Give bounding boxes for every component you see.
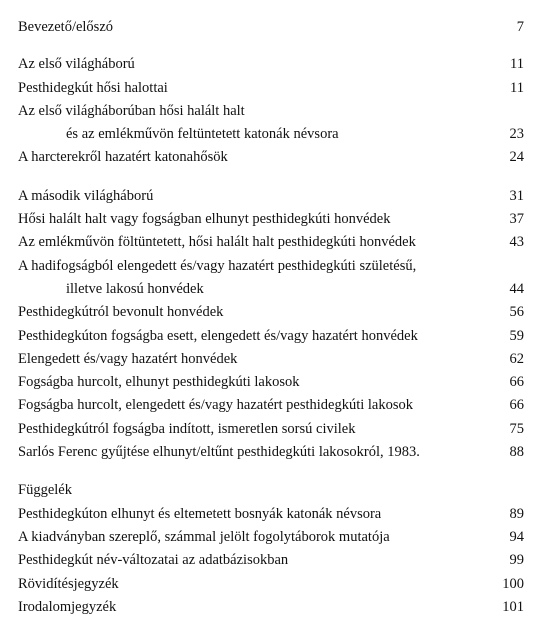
toc-entry-title: Pesthidegkút hősi halottai <box>18 79 168 96</box>
toc-entry <box>18 371 524 394</box>
toc-entry <box>18 185 524 208</box>
toc-entry-title: A kiadványban szereplő, számmal jelölt fogolytáborok mutatója <box>18 528 390 545</box>
toc-entry-preface <box>18 16 524 39</box>
toc-entry-title: Sarlós Ferenc gyűjtése elhunyt/eltűnt pesthidegkúti lakosokról, 1983. <box>18 444 420 461</box>
toc-entry <box>18 231 524 254</box>
toc-entry-page: 56 <box>509 304 524 321</box>
toc-entry-page: 100 <box>502 575 524 592</box>
toc-entry <box>18 479 524 502</box>
toc-entry-title: A harcterekről hazatért katonahősök <box>18 149 228 166</box>
toc-entry-title: Pesthidegkúton fogságba esett, elengedett és/vagy hazatért honvédek <box>18 327 418 344</box>
toc-entry-title: Fogságba hurcolt, elhunyt pesthidegkúti lakosok <box>18 374 300 391</box>
toc-entry-page: 66 <box>509 397 524 414</box>
toc-entry-title: Az első világháborúban hősi halált halt <box>18 102 245 119</box>
toc-entry-page: 37 <box>509 211 524 228</box>
toc-entry-page: 43 <box>509 234 524 251</box>
toc-entry-page: 11 <box>510 56 524 73</box>
toc-entry <box>18 348 524 371</box>
toc-entry-page: 23 <box>509 126 524 143</box>
toc-entry <box>18 325 524 348</box>
section-gap <box>18 39 524 53</box>
toc-entry-page: 94 <box>509 528 524 545</box>
toc-entry-page: 88 <box>509 444 524 461</box>
toc-entry <box>18 526 524 549</box>
section-gap <box>18 464 524 479</box>
toc-entry <box>18 278 524 301</box>
toc-entry-title: Az emlékművön föltüntetett, hősi halált halt pesthidegkúti honvédek <box>18 234 416 251</box>
toc-entry-title: Elengedett és/vagy hazatért honvédek <box>18 350 238 367</box>
toc-entry-page: 75 <box>509 420 524 437</box>
toc-entry-title: Pesthidegkút név-változatai az adatbázisokban <box>18 552 289 569</box>
toc-entry-title: Függelék <box>18 482 72 499</box>
table-of-contents <box>18 16 524 619</box>
toc-entry-title: Pesthidegkútról fogságba indított, ismeretlen sorsú civilek <box>18 420 356 437</box>
toc-entry <box>18 573 524 596</box>
toc-section-appendix <box>18 479 524 619</box>
toc-entry-page: 101 <box>502 598 524 615</box>
toc-entry <box>18 123 524 146</box>
toc-entry-title: Pesthidegkútról bevonult honvédek <box>18 304 224 321</box>
toc-entry <box>18 394 524 417</box>
toc-entry-page: 62 <box>509 350 524 367</box>
toc-entry-title: Irodalomjegyzék <box>18 598 117 615</box>
toc-entry-title: Rövidítésjegyzék <box>18 575 119 592</box>
toc-entry-title: Az első világháború <box>18 56 135 73</box>
toc-entry-page: 24 <box>509 149 524 166</box>
toc-entry-page: 7 <box>516 19 524 35</box>
toc-entry <box>18 596 524 619</box>
toc-entry <box>18 53 524 76</box>
toc-entry-page: 44 <box>509 280 524 297</box>
toc-entry-page: 11 <box>510 79 524 96</box>
toc-entry <box>18 503 524 526</box>
toc-entry <box>18 418 524 441</box>
toc-entry-title: Fogságba hurcolt, elengedett és/vagy hazatért pesthidegkúti lakosok <box>18 397 414 414</box>
toc-entry <box>18 100 524 123</box>
toc-entry-page: 59 <box>509 327 524 344</box>
toc-entry-title: illetve lakosú honvédek <box>66 280 204 297</box>
toc-entry-title: és az emlékművön feltüntetett katonák névsora <box>66 126 339 143</box>
toc-entry-title: A második világháború <box>18 187 154 204</box>
toc-entry-title: A hadifogságból elengedett és/vagy hazatért pesthidegkúti születésű, <box>18 257 417 274</box>
toc-section-ww1 <box>18 53 524 169</box>
toc-entry-page: 89 <box>509 505 524 522</box>
toc-entry <box>18 208 524 231</box>
toc-entry <box>18 146 524 169</box>
toc-entry-page: 66 <box>509 374 524 391</box>
toc-entry <box>18 77 524 100</box>
toc-section-ww2 <box>18 185 524 465</box>
toc-entry <box>18 301 524 324</box>
toc-entry <box>18 549 524 572</box>
section-gap <box>18 170 524 185</box>
toc-entry <box>18 255 524 278</box>
toc-entry-title: Hősi halált halt vagy fogságban elhunyt pesthidegkúti honvédek <box>18 211 391 228</box>
toc-entry <box>18 441 524 464</box>
toc-entry-title: Pesthidegkúton elhunyt és eltemetett bosnyák katonák névsora <box>18 505 382 522</box>
toc-entry-page: 99 <box>509 552 524 569</box>
toc-entry-page: 31 <box>509 187 524 204</box>
toc-entry-title: Bevezető/előszó <box>18 19 114 35</box>
